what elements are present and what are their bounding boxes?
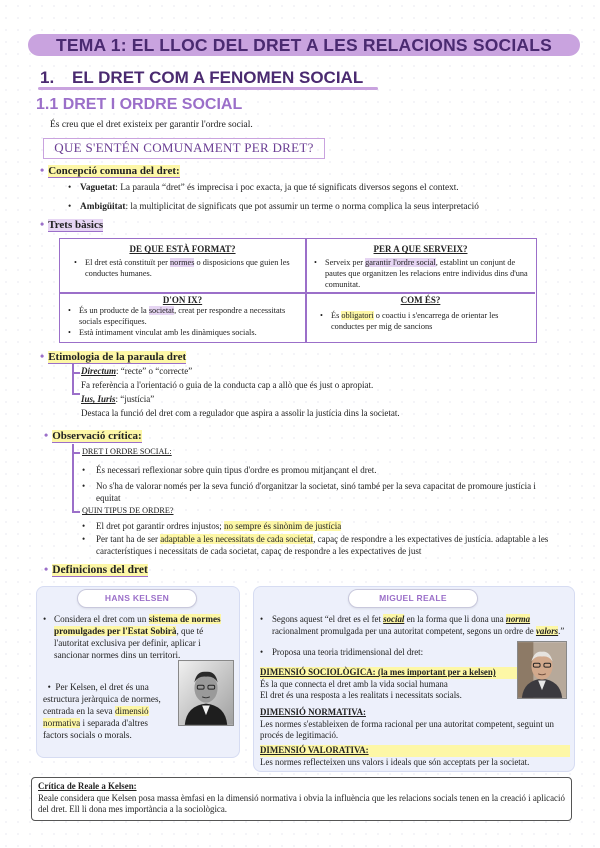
etymology-entry: Directum: “recte” o “correcte” bbox=[81, 366, 193, 376]
heading-underline bbox=[38, 87, 378, 90]
list-item bbox=[68, 182, 588, 195]
cell-body: • El dret està constituït per normes o disposicions que guien les conductes humanes. bbox=[74, 258, 290, 278]
critica-title: Crítica de Reale a Kelsen: bbox=[38, 781, 137, 791]
definition: : la multiplicitat de significats que pot assumir un terme o norma complica la seus interpretació bbox=[125, 202, 479, 212]
kelsen-portrait bbox=[178, 660, 234, 726]
cell-header: D'ON IX? bbox=[162, 295, 203, 305]
section-heading bbox=[40, 67, 363, 89]
intro-text: És creu que el dret existeix per garantir l'ordre social. bbox=[50, 120, 253, 130]
list-item bbox=[68, 201, 593, 214]
bullet-icon: • bbox=[40, 349, 45, 363]
list-item: • El dret pot garantir ordres injustos; no sempre és sinònim de justícia bbox=[82, 521, 342, 531]
critica-box bbox=[31, 777, 572, 821]
trets-heading bbox=[40, 217, 103, 233]
cell-header: PER A QUE SERVEIX? bbox=[373, 244, 468, 254]
tree-connector bbox=[72, 444, 74, 512]
observacio-heading bbox=[44, 428, 142, 444]
critica-text: Reale considera que Kelsen posa massa èmfasi en la dimensió normativa i obvia la influència que les relacions socials tenen en la creació i aplicació del dret. Ell li dona mes importància a la sociològica. bbox=[38, 792, 565, 815]
observacio-title: Observació crítica: bbox=[52, 430, 142, 442]
cell-body: • Serveix per garantir l'ordre social, establint un conjunt de pautes que organitzen les relacions entre individus dins d'una comunitat. bbox=[314, 258, 528, 289]
definicions-heading bbox=[44, 562, 148, 578]
observacio-subheading: QUIN TIPUS DE ORDRE? bbox=[82, 506, 174, 515]
page-title: TEMA 1: EL LLOC DEL DRET A LES RELACIONS SOCIALS bbox=[28, 34, 580, 56]
concepcio-title: Concepció comuna del dret: bbox=[48, 165, 180, 177]
trets-grid bbox=[59, 238, 537, 343]
section-heading-text: EL DRET COM A FENOMEN SOCIAL bbox=[72, 68, 364, 87]
bullet-icon: • bbox=[44, 562, 49, 576]
list-item: • És necessari reflexionar sobre quin tipus d'ordre es promou mitjançant el dret. bbox=[82, 465, 377, 475]
dimension-normativa: DIMENSIÓ NORMATIVA: Les normes s'estableixen de forma racional per una autoritat competent, seguint un procés de legitimació. bbox=[260, 707, 554, 741]
etymology-desc: Destaca la funció del dret com a regulador que aspira a assolir la justícia dins la societat. bbox=[81, 408, 400, 418]
list-item: • Per tant ha de ser adaptable a les necessitats de cada societat, capaç de respondre a les expectatives de justícia. adaptable a les característiques i necessitats de cada societat, capaç de respondre a les expectatives de just bbox=[82, 534, 549, 556]
tree-connector bbox=[72, 511, 80, 513]
tree-connector bbox=[72, 372, 80, 374]
section-number: 1. bbox=[40, 68, 55, 87]
concepcio-heading bbox=[40, 163, 180, 179]
term: Ambigüitat bbox=[80, 202, 126, 212]
kelsen-paragraph: • Per Kelsen, el dret és una estructura jeràrquica de normes, centrada en la seva dimensió normativa i separada d'altres factors socials o morals. bbox=[43, 682, 161, 740]
reale-name: MIGUEL REALE bbox=[348, 589, 478, 608]
bullet-icon: • bbox=[68, 183, 72, 193]
bullet-icon: • bbox=[40, 163, 45, 177]
cell-body: • És obligatori o coactiu i s'encarrega de orientar les conductes per mig de sancions bbox=[320, 311, 499, 331]
observacio-subheading: DRET I ORDRE SOCIAL: bbox=[82, 447, 172, 456]
bullet-icon: • bbox=[68, 202, 72, 212]
bullet-icon: • bbox=[44, 428, 49, 442]
reale-portrait bbox=[517, 641, 567, 699]
reale-panel bbox=[253, 586, 575, 772]
reale-paragraph: • Proposa una teoria tridimensional del dret: bbox=[260, 647, 424, 657]
tree-connector bbox=[72, 393, 80, 395]
tree-connector bbox=[72, 452, 80, 454]
trets-title: Trets bàsics bbox=[48, 219, 104, 231]
list-item: • No s'ha de valorar només per la seva funció d'organitzar la societat, sinó també per la seva capacitat de promoure justícia i equitat bbox=[82, 481, 536, 503]
dimension-sociologica: DIMENSIÓ SOCIOLÒGICA: (la mes important per a kelsen) És la que connecta el dret amb la vida social humana El dret és una resposta a les realitats i necessitats socials. bbox=[260, 667, 560, 702]
etimologia-title: Etimologia de la paraula dret bbox=[48, 351, 187, 363]
definicions-title: Definicions del dret bbox=[52, 564, 148, 576]
etymology-desc: Fa referència a l'orientació o guia de la conducta cap a allò que és just o apropiat. bbox=[81, 380, 374, 390]
question-box: QUE S'ENTÉN COMUNAMENT PER DRET? bbox=[43, 138, 325, 159]
kelsen-panel bbox=[36, 586, 240, 758]
etimologia-heading bbox=[40, 349, 186, 365]
divider bbox=[60, 292, 535, 294]
tree-connector bbox=[72, 364, 74, 394]
cell-header: COM ÉS? bbox=[400, 295, 441, 305]
term: Vaguetat bbox=[80, 183, 116, 193]
etymology-entry: Ius, Iuris: “justícia” bbox=[81, 394, 155, 404]
subsection-heading: 1.1 DRET I ORDRE SOCIAL bbox=[36, 96, 243, 113]
kelsen-name: HANS KELSEN bbox=[77, 589, 197, 608]
kelsen-paragraph: • Considera el dret com un sistema de normes promulgades per l'Estat Sobirà, que té l'autoritat exclusiva per definir, aplicar i sancionar normes dins un territori. bbox=[43, 614, 221, 660]
definition: : La paraula “dret” és imprecisa i poc exacta, ja que té significats diversos segons el context. bbox=[115, 183, 459, 193]
dimension-valorativa: DIMENSIÓ VALORATIVA: Les normes reflecteixen uns valors i ideals que són acceptats per la societat. bbox=[260, 745, 570, 768]
reale-paragraph: • Segons aquest “el dret es el fet social en la forma que li dona una norma racionalment promulgada per una autoritat competent, segons un ordre de valors.” bbox=[260, 614, 565, 636]
cell-body: • És un producte de la societat, creat per respondre a necessitats socials específiques. • Està íntimament vinculat amb les dinàmiques socials. bbox=[68, 306, 286, 337]
cell-header: DE QUE ESTÀ FORMAT? bbox=[129, 244, 236, 254]
bullet-icon: • bbox=[40, 217, 45, 231]
